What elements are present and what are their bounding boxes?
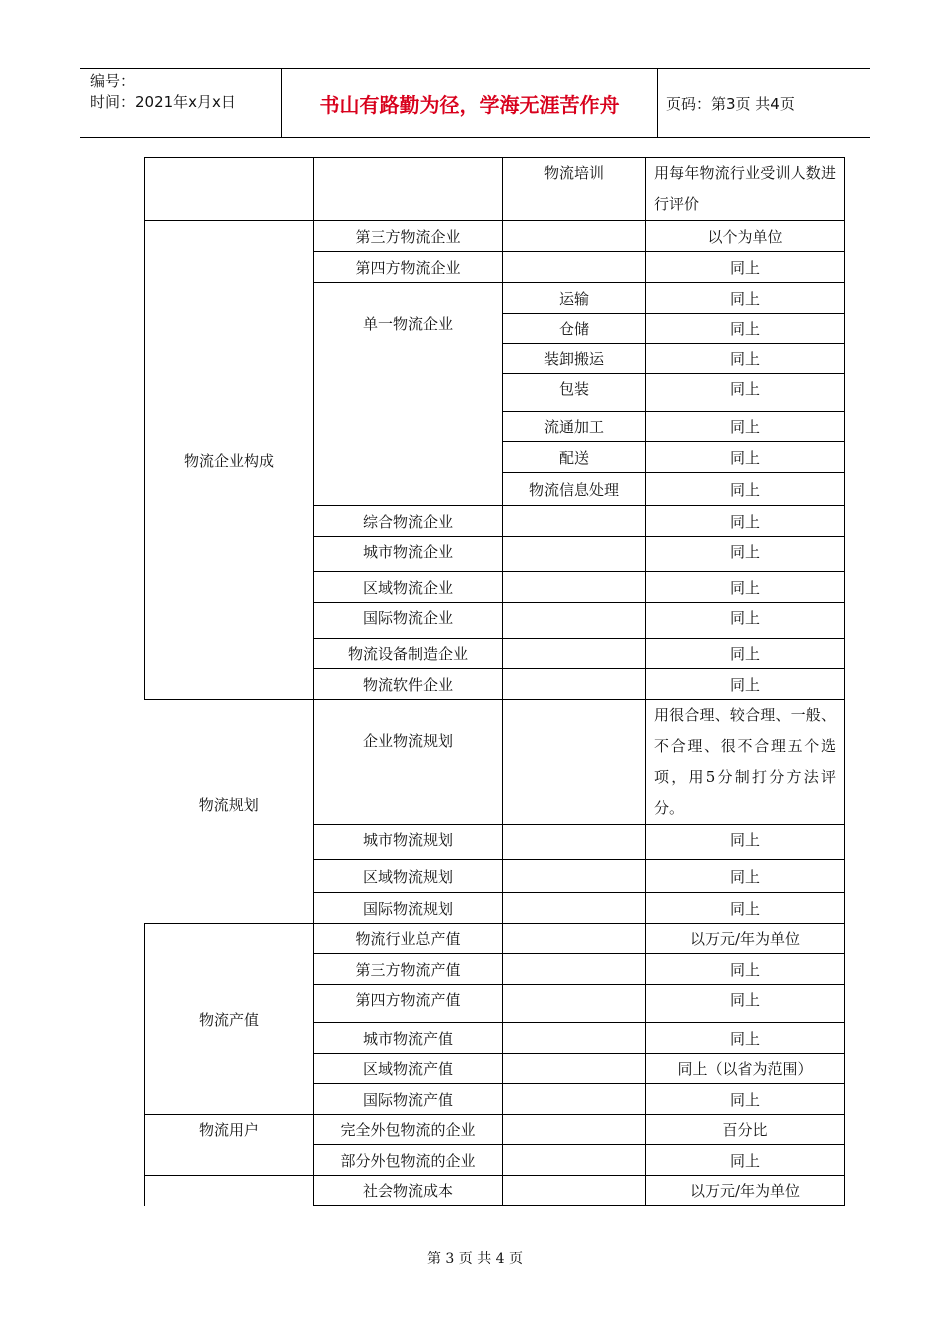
table-cell	[503, 924, 646, 954]
header-info-cell	[80, 69, 282, 137]
single-enterprise-label: 单一物流企业	[314, 283, 503, 506]
table-cell: 区域物流规划	[314, 860, 503, 893]
table-cell	[503, 669, 646, 700]
table-cell: 同上（以省为范围）	[646, 1054, 845, 1084]
table-cell: 仓储	[503, 314, 646, 344]
table-row	[145, 158, 845, 221]
table-cell: 同上	[646, 860, 845, 893]
page-header	[80, 68, 870, 138]
table-row	[145, 1115, 845, 1145]
table-cell: 流通加工	[503, 412, 646, 442]
table-cell: 城市物流产值	[314, 1023, 503, 1054]
table-cell: 第四方物流产值	[314, 985, 503, 1023]
table-cell: 综合物流企业	[314, 506, 503, 537]
table-cell	[503, 1084, 646, 1115]
page-footer: 第 3 页 共 4 页	[426, 1251, 524, 1267]
table-cell: 同上	[646, 954, 845, 985]
table-cell: 社会物流成本	[314, 1176, 503, 1206]
table-cell: 物流软件企业	[314, 669, 503, 700]
table-cell: 同上	[646, 572, 845, 603]
table-cell	[503, 1145, 646, 1176]
table-cell: 同上	[646, 473, 845, 506]
indicator-table	[144, 157, 845, 1206]
table-cell	[503, 954, 646, 985]
table-cell: 第三方物流企业	[314, 221, 503, 252]
table-cell: 国际物流产值	[314, 1084, 503, 1115]
table-cell	[503, 603, 646, 639]
table-cell	[503, 1054, 646, 1084]
table-cell: 国际物流规划	[314, 893, 503, 924]
table-cell: 第四方物流企业	[314, 252, 503, 283]
table-cell: 以个为单位	[646, 221, 845, 252]
table-cell	[503, 893, 646, 924]
table-row	[145, 221, 845, 252]
table-row	[145, 700, 845, 825]
table-cell: 同上	[646, 639, 845, 669]
table-cell	[503, 1023, 646, 1054]
table-cell	[503, 221, 646, 252]
table-cell	[503, 537, 646, 572]
table-cell	[503, 985, 646, 1023]
table-cell: 物流行业总产值	[314, 924, 503, 954]
table-cell	[503, 572, 646, 603]
table-cell: 以万元/年为单位	[646, 924, 845, 954]
table-cell: 百分比	[646, 1115, 845, 1145]
table-cell: 包装	[503, 374, 646, 412]
date-label: 时间：2021年x月x日	[90, 93, 236, 111]
table-cell	[503, 1176, 646, 1206]
table-cell: 同上	[646, 506, 845, 537]
table-cell: 城市物流规划	[314, 825, 503, 860]
table-cell: 同上	[646, 412, 845, 442]
table-cell: 部分外包物流的企业	[314, 1145, 503, 1176]
table-cell: 完全外包物流的企业	[314, 1115, 503, 1145]
table-cell: 同上	[646, 1084, 845, 1115]
table-cell	[503, 825, 646, 860]
motto: 书山有路勤为径，学海无涯苦作舟	[282, 69, 658, 137]
table-cell: 同上	[646, 825, 845, 860]
table-cell: 物流培训	[503, 158, 646, 221]
table-row	[145, 924, 845, 954]
table-cell	[314, 158, 503, 221]
number-label: 编号：	[90, 72, 136, 90]
group-label-enterprise: 物流企业构成	[145, 221, 314, 700]
table-cell: 同上	[646, 893, 845, 924]
table-cell: 同上	[646, 283, 845, 314]
table-cell: 同上	[646, 1145, 845, 1176]
table-cell	[503, 506, 646, 537]
table-cell: 同上	[646, 537, 845, 572]
group-label-planning: 物流规划	[145, 700, 314, 924]
table-cell: 同上	[646, 669, 845, 700]
table-cell: 物流信息处理	[503, 473, 646, 506]
table-cell: 同上	[646, 344, 845, 374]
table-cell: 国际物流企业	[314, 603, 503, 639]
table-cell	[503, 860, 646, 893]
table-cell: 同上	[646, 252, 845, 283]
table-cell	[503, 252, 646, 283]
page-label: 页码：第3页 共4页	[666, 94, 795, 113]
table-cell: 同上	[646, 603, 845, 639]
table-cell: 装卸搬运	[503, 344, 646, 374]
table-cell: 企业物流规划	[314, 700, 503, 825]
table-cell: 区域物流企业	[314, 572, 503, 603]
table-cell	[503, 700, 646, 825]
table-cell: 用很合理、较合理、一般、不合理、很不合理五个选项，用5分制打分方法评分。	[646, 700, 845, 825]
table-cell: 同上	[646, 442, 845, 473]
table-cell: 第三方物流产值	[314, 954, 503, 985]
table-cell	[145, 158, 314, 221]
table-cell: 用每年物流行业受训人数进行评价	[646, 158, 845, 221]
table-row	[145, 1176, 845, 1206]
table-cell	[145, 1176, 314, 1206]
table-cell: 同上	[646, 985, 845, 1023]
group-label-output: 物流产值	[145, 924, 314, 1115]
table-cell: 同上	[646, 314, 845, 344]
table-cell: 区域物流产值	[314, 1054, 503, 1084]
table-cell: 同上	[646, 374, 845, 412]
table-cell: 配送	[503, 442, 646, 473]
table-cell	[503, 1115, 646, 1145]
table-cell: 运输	[503, 283, 646, 314]
table-cell: 城市物流企业	[314, 537, 503, 572]
table-cell	[503, 639, 646, 669]
table-cell: 物流设备制造企业	[314, 639, 503, 669]
table-cell: 以万元/年为单位	[646, 1176, 845, 1206]
table-cell: 同上	[646, 1023, 845, 1054]
group-label-users: 物流用户	[145, 1115, 314, 1176]
